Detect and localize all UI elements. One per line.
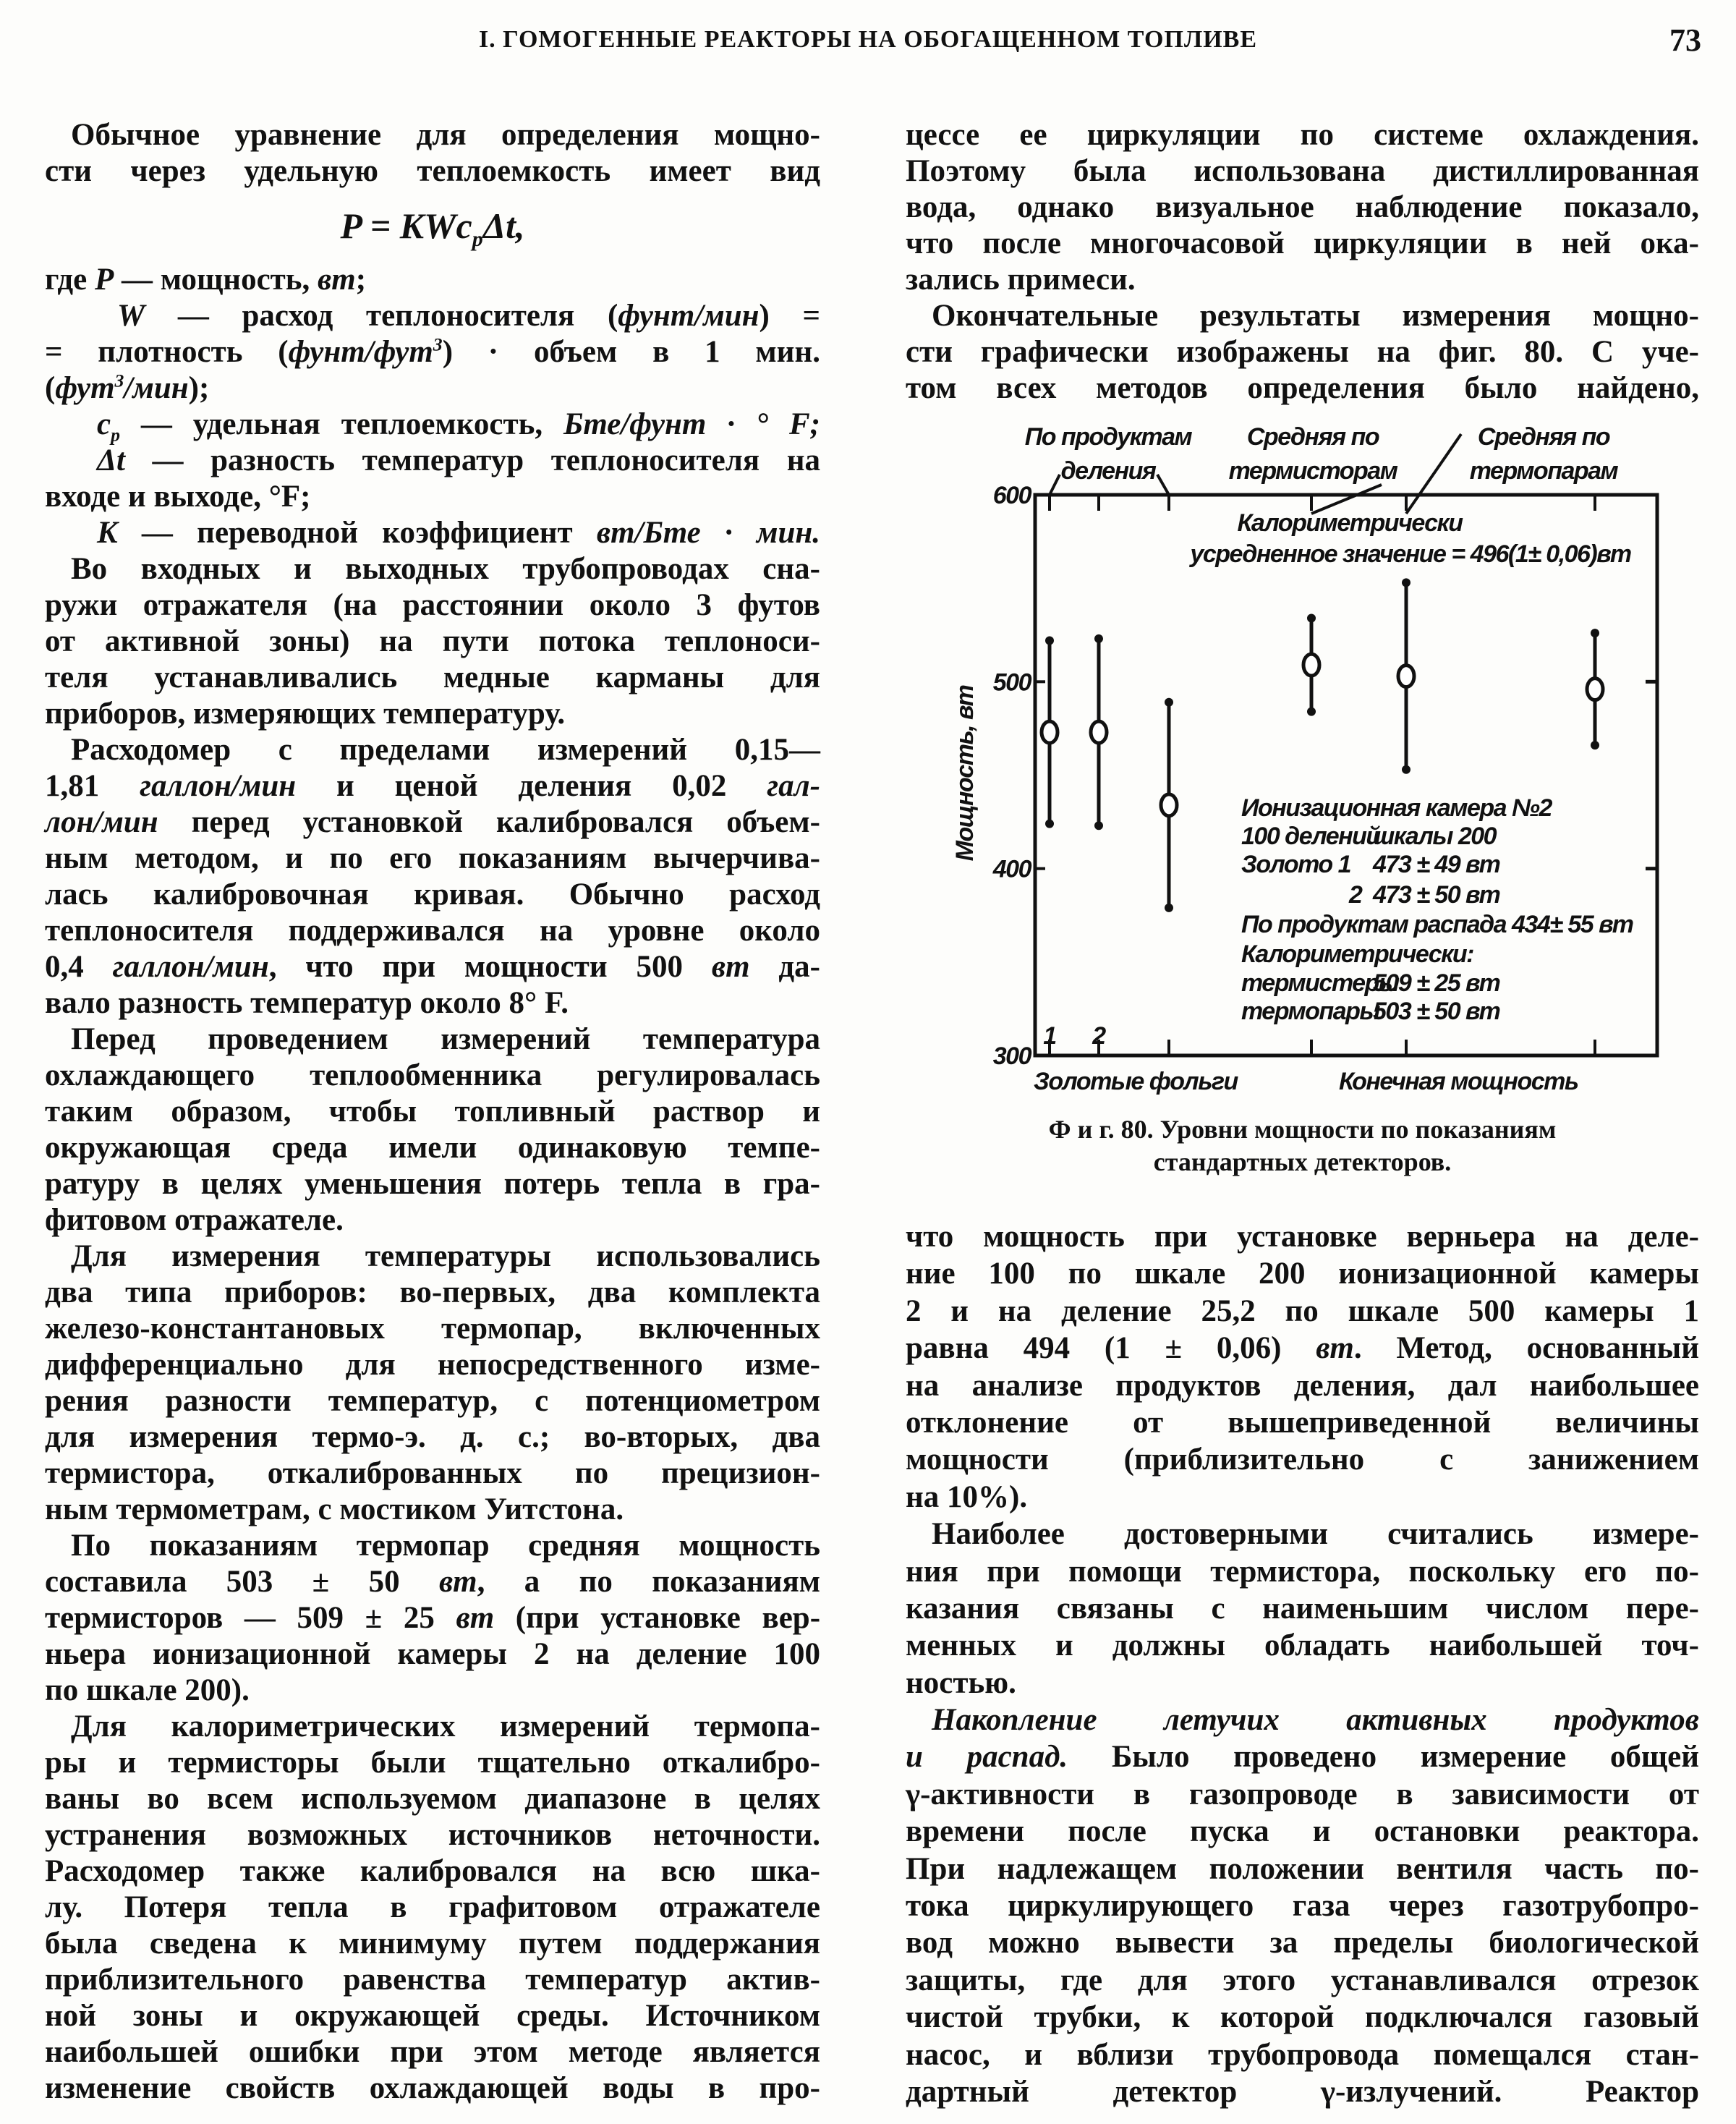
leader-line-fission-right xyxy=(1157,475,1169,495)
text-line xyxy=(45,1781,820,1817)
text-line xyxy=(45,949,820,985)
text-span: термистора, откалиброванных по прецизион- xyxy=(45,1456,820,1490)
text-span: ньера ионизационной камеры 2 на деление 100 xyxy=(45,1637,820,1671)
text-span: P = KWc xyxy=(340,205,472,246)
text-span: менных и должны обладать наибольшей точ- xyxy=(906,1628,1699,1663)
text-line xyxy=(45,1166,820,1202)
error-cap-bottom xyxy=(1307,708,1316,716)
text-span: ры и термисторы были тщательно откалибро- xyxy=(45,1746,820,1780)
text-line xyxy=(906,1665,1699,1702)
text-line xyxy=(45,407,821,446)
text-line xyxy=(906,1924,1699,1961)
text-span: Обычное уравнение для определения мощно- xyxy=(71,118,820,152)
text-span: по шкале 200). xyxy=(45,1673,250,1707)
text-line xyxy=(906,1516,1699,1552)
text-span: зались примеси. xyxy=(906,263,1136,297)
text-span: ния при помощи термистора, поскольку его по- xyxy=(906,1554,1699,1589)
text-span: Расходомер также калибровался на всю шка- xyxy=(45,1854,820,1888)
text-line xyxy=(45,1492,820,1528)
text-line xyxy=(45,262,820,298)
text-line xyxy=(45,298,820,334)
text-line xyxy=(45,479,820,515)
text-span: дартный детектор γ-излучений. Реактор xyxy=(906,2074,1699,2109)
legend-entry-value: 509 ± 25 вт xyxy=(1373,969,1500,997)
text-span: отклонение от вышеприведенной величины xyxy=(906,1405,1699,1440)
text-span: p xyxy=(111,424,120,446)
text-line xyxy=(45,660,820,696)
text-span: входе и выходе, °F; xyxy=(45,480,311,514)
text-line xyxy=(45,1998,820,2034)
data-point xyxy=(1161,794,1177,816)
text-span: защиты, где для этого устанавливался отрезок xyxy=(906,1963,1699,1997)
text-line xyxy=(45,334,820,370)
text-span: вт/Бте · мин. xyxy=(596,516,820,550)
y-tick-label: 600 xyxy=(992,482,1031,509)
top-label-thermistor-1: Средняя по xyxy=(1246,423,1379,451)
text-line xyxy=(906,1776,1699,1813)
error-cap-top xyxy=(1591,629,1599,637)
right-column-text-top xyxy=(906,117,1699,407)
text-span: гал- xyxy=(767,769,820,803)
text-line xyxy=(45,768,820,804)
legend-entry-value: 503 ± 50 вт xyxy=(1373,998,1500,1025)
chart-legend xyxy=(1241,794,1633,1025)
text-span: p xyxy=(472,227,483,251)
text-line xyxy=(906,190,1699,226)
text-span: /мин xyxy=(124,371,189,405)
text-span: ) = xyxy=(759,299,820,333)
error-cap-top xyxy=(1307,614,1316,623)
text-line xyxy=(45,1564,820,1600)
text-span: и ценой деления 0,02 xyxy=(296,769,767,803)
top-label-thermocouple-2: термопарам xyxy=(1469,457,1618,485)
text-line xyxy=(45,804,820,841)
text-span: чистой трубки, к которой подключался газовый xyxy=(906,2000,1699,2035)
text-span: По показаниям термопар средняя мощность xyxy=(71,1529,820,1563)
y-axis-label: Мощность, вт xyxy=(951,685,979,862)
text-span: казания связаны с наименьшим числом пере- xyxy=(906,1591,1699,1626)
text-span: сти через удельную теплоемкость имеет вид xyxy=(45,154,820,188)
legend-entry-label: Ионизационная камера №2 xyxy=(1241,794,1552,822)
text-span: Δt xyxy=(97,443,125,477)
legend-entry-label: 100 делений xyxy=(1241,823,1380,850)
text-line xyxy=(906,262,1699,298)
text-line xyxy=(906,1441,1699,1478)
text-line xyxy=(45,1456,820,1492)
text-line xyxy=(45,1275,820,1311)
text-line xyxy=(906,1738,1699,1775)
text-line xyxy=(45,551,820,587)
text-span: что после многочасовой циркуляции в ней ока- xyxy=(906,226,1699,260)
text-line xyxy=(906,117,1699,153)
legend-entry-value: 473 ± 50 вт xyxy=(1373,881,1500,909)
text-span: ; xyxy=(355,263,367,297)
legend-entry-label: Золото 1 xyxy=(1241,851,1350,878)
text-line xyxy=(45,117,820,153)
error-cap-top xyxy=(1094,634,1103,643)
text-line xyxy=(45,1347,820,1383)
text-line xyxy=(45,985,820,1021)
text-span: ным термометрам, с мостиком Уитстона. xyxy=(45,1492,624,1526)
text-span: , а по показаниям xyxy=(477,1565,820,1599)
top-label-fission-2: деления xyxy=(1060,457,1156,485)
text-span: составила 503 ± 50 xyxy=(45,1565,439,1599)
text-span: W xyxy=(117,299,145,333)
error-cap-bottom xyxy=(1402,765,1410,774)
text-line xyxy=(906,1851,1699,1887)
text-span: Во входных и выходных трубопроводах сна- xyxy=(71,552,820,586)
text-span: P xyxy=(94,263,114,297)
text-span: При надлежащем положении вентиля часть по- xyxy=(906,1851,1699,1886)
data-point xyxy=(1587,679,1603,700)
data-point xyxy=(1398,666,1414,687)
text-span: приблизительного равенства температур актив- xyxy=(45,1963,820,1997)
text-span: вт xyxy=(1316,1331,1354,1366)
error-cap-top xyxy=(1402,578,1410,587)
text-span: галлон/мин xyxy=(112,950,269,984)
text-span: времени после пуска и остановки реактора. xyxy=(906,1814,1699,1849)
text-span: насос, и вблизи трубопровода помещался стан- xyxy=(906,2037,1699,2072)
text-line xyxy=(45,696,820,732)
text-span: том всех методов определения было найдено, xyxy=(906,371,1699,405)
text-line xyxy=(906,1627,1699,1664)
text-span: фитовом отражателе. xyxy=(45,1203,344,1237)
text-span: 1,81 xyxy=(45,769,140,803)
text-line xyxy=(906,370,1699,407)
text-line xyxy=(906,1813,1699,1850)
text-line xyxy=(45,1853,820,1890)
text-line xyxy=(45,2034,820,2070)
text-line xyxy=(906,1255,1699,1292)
text-span: ратуру в целях уменьшения потерь тепла в гра- xyxy=(45,1167,820,1201)
text-line xyxy=(45,1021,820,1058)
text-span: — удельная теплоемкость, xyxy=(120,407,564,441)
formula xyxy=(45,190,820,262)
text-span: наибольшей ошибки при этом методе является xyxy=(45,2035,820,2069)
text-line xyxy=(45,1130,820,1166)
text-span: ) · объем в 1 мин. xyxy=(442,335,820,369)
text-span: дифференциально для непосредственного изме- xyxy=(45,1348,820,1382)
text-span: и распад. xyxy=(906,1740,1068,1775)
text-span: γ-активности в газопроводе в зависимости от xyxy=(906,1777,1699,1811)
text-line xyxy=(45,515,820,551)
text-line xyxy=(906,1702,1699,1738)
text-line xyxy=(906,1367,1699,1404)
text-span: окружающая среда имели одинаковую темпе- xyxy=(45,1131,820,1165)
text-span: железо-константановых термопар, включенных xyxy=(45,1312,820,1346)
figure-caption-line-1: Ф и г. 80. Уровни мощности по показаниям xyxy=(1048,1115,1557,1144)
text-span: K xyxy=(97,516,118,550)
text-span: — расход теплоносителя ( xyxy=(145,299,618,333)
data-point xyxy=(1091,721,1107,743)
legend-entry-value: 473 ± 49 вт xyxy=(1373,851,1500,878)
text-span: 0,4 xyxy=(45,950,113,984)
y-tick-label: 500 xyxy=(992,668,1031,697)
text-span: рения разности температур, с потенциометром xyxy=(45,1384,820,1418)
text-line xyxy=(45,1202,820,1239)
text-line xyxy=(906,1218,1699,1255)
text-line xyxy=(906,1590,1699,1627)
text-line xyxy=(906,1479,1699,1516)
text-line xyxy=(906,298,1699,334)
text-span: лон/мин xyxy=(45,805,158,839)
error-cap-bottom xyxy=(1094,821,1103,830)
text-span: ным методом, и по его показаниям вычерчива- xyxy=(45,841,820,875)
text-span: для измерения термо-э. д. с.; во-вторых, два xyxy=(45,1420,820,1454)
error-cap-top xyxy=(1165,698,1173,707)
text-line xyxy=(906,153,1699,190)
text-span: да- xyxy=(749,950,820,984)
text-span: Наиболее достоверными считались измере- xyxy=(932,1517,1699,1552)
text-line xyxy=(906,1962,1699,1999)
text-span: 3 xyxy=(433,334,443,355)
left-column-text xyxy=(45,117,820,2107)
text-line xyxy=(906,1887,1699,1924)
text-line xyxy=(45,841,820,877)
data-point xyxy=(1303,654,1319,676)
text-span: Окончательные результаты измерения мощно- xyxy=(932,299,1699,333)
text-line xyxy=(45,732,820,768)
leader-line-thermocouple xyxy=(1406,434,1461,514)
text-span: Расходомер с пределами измерений 0,15— xyxy=(71,733,820,767)
text-span: таким образом, чтобы топливный раствор и xyxy=(45,1095,820,1129)
annotation-line-2: усредненное значение = 496(1± 0,06)вт xyxy=(1190,540,1631,568)
top-label-thermocouple-1: Средняя по xyxy=(1477,423,1610,451)
text-line xyxy=(45,1600,820,1636)
legend-entry-label: 2 xyxy=(1349,881,1362,909)
text-line xyxy=(45,1890,820,1926)
text-span: Бте/фунт · ° F; xyxy=(563,407,821,441)
text-span: приборов, измеряющих температуру. xyxy=(45,697,566,731)
text-span: Δt, xyxy=(482,205,525,246)
text-span: устранения возможных источников неточности. xyxy=(45,1818,820,1852)
text-span: цессе ее циркуляции по системе охлаждения. xyxy=(906,118,1699,152)
text-span: на 10%). xyxy=(906,1479,1028,1514)
point-number-label: 2 xyxy=(1092,1022,1105,1050)
text-span: теплоносителя поддерживался на уровне около xyxy=(45,914,820,948)
text-span: вод можно вывести за пределы биологической xyxy=(906,1926,1699,1961)
text-span: мощности (приблизительно с занижением xyxy=(906,1443,1699,1477)
text-line xyxy=(45,1239,820,1275)
text-span: вало разность температур около 8° F. xyxy=(45,986,569,1020)
text-line xyxy=(45,1926,820,1962)
text-span: Для измерения температуры использовались xyxy=(71,1239,820,1273)
text-line xyxy=(45,1709,820,1745)
text-span: — разность температур теплоносителя на xyxy=(124,443,820,477)
text-span: ние 100 по шкале 200 ионизационной камеры xyxy=(906,1257,1699,1291)
text-span: ); xyxy=(188,371,210,405)
top-label-fission-1: По продуктам xyxy=(1024,423,1192,451)
text-span: вт xyxy=(456,1601,495,1635)
text-span: два типа приборов: во-первых, два комплекта xyxy=(45,1275,820,1309)
right-column-text-bottom xyxy=(906,1218,1699,2110)
text-span: c xyxy=(97,407,111,441)
text-line xyxy=(906,1293,1699,1330)
text-span: (при установке вер- xyxy=(494,1601,821,1635)
bottom-label-gold-foils: Золотые фольги xyxy=(1034,1068,1238,1095)
legend-entry-label: термопары xyxy=(1241,998,1379,1025)
text-span: . Метод, основанный xyxy=(1353,1331,1699,1366)
legend-entry-label: термистеры xyxy=(1241,969,1399,997)
text-line xyxy=(45,370,820,407)
text-span: фут xyxy=(55,371,115,405)
text-span: вода, однако визуальное наблюдение показало, xyxy=(906,190,1699,224)
legend-entry-label: Калориметрически: xyxy=(1241,940,1473,968)
text-line xyxy=(45,1962,820,1998)
y-tick-label: 300 xyxy=(992,1042,1031,1070)
text-span: Перед проведением измерений температура xyxy=(71,1022,820,1056)
text-span: фунт/мин xyxy=(618,299,760,333)
text-span: перед установкой калибровался объем- xyxy=(158,805,820,839)
figure-caption-line-2: стандартных детекторов. xyxy=(1153,1147,1452,1176)
text-line xyxy=(906,2036,1699,2073)
text-line xyxy=(45,443,820,479)
error-cap-top xyxy=(1045,637,1054,645)
text-line xyxy=(45,1094,820,1130)
text-line xyxy=(45,1636,820,1673)
annotation-line-1: Калориметрически xyxy=(1237,509,1463,537)
text-span: вт xyxy=(318,263,356,297)
text-line xyxy=(45,1058,820,1094)
text-line xyxy=(906,1330,1699,1367)
text-span: Было проведено измерение общей xyxy=(1068,1740,1699,1775)
text-line xyxy=(906,2073,1699,2110)
page-number: 73 xyxy=(1669,22,1701,58)
text-span: — мощность, xyxy=(114,263,318,297)
text-line xyxy=(906,1404,1699,1441)
text-span: была сведена к минимуму путем поддержания xyxy=(45,1927,820,1961)
text-span: охлаждающего теплообменника регулировалась xyxy=(45,1058,820,1092)
text-span: тока циркулирующего газа через газотрубопро- xyxy=(906,1889,1699,1924)
error-cap-bottom xyxy=(1045,820,1054,828)
text-span: лу. Потеря тепла в графитовом отражателе xyxy=(45,1890,820,1924)
text-span: фунт/фут xyxy=(288,335,433,369)
text-span: — переводной коэффициент xyxy=(117,516,597,550)
y-tick-label: 400 xyxy=(992,855,1031,883)
text-span: Накопление летучих активных продуктов xyxy=(932,1703,1699,1738)
text-span: Поэтому была использована дистиллированная xyxy=(906,154,1699,188)
text-span: галлон/мин xyxy=(140,769,297,803)
text-span: = плотность ( xyxy=(45,335,289,369)
text-line xyxy=(45,1528,820,1564)
legend-entry-label: По продуктам распада 434± 55 вт xyxy=(1241,911,1633,938)
text-span: , что при мощности 500 xyxy=(268,950,712,984)
text-span: на анализе продуктов деления, дал наибольшее xyxy=(906,1368,1699,1403)
text-span: Для калориметрических измерений термопа- xyxy=(71,1709,820,1743)
text-span: ваны во всем используемом диапазоне в целях xyxy=(45,1782,820,1816)
text-line xyxy=(45,1745,820,1781)
text-line xyxy=(45,1419,820,1456)
text-span: 2 и на деление 25,2 по шкале 500 камеры 1 xyxy=(906,1293,1699,1328)
text-span: ностью. xyxy=(906,1665,1016,1700)
error-cap-bottom xyxy=(1165,904,1173,912)
text-line xyxy=(45,1311,820,1347)
text-line xyxy=(45,877,820,913)
text-line xyxy=(45,1383,820,1419)
text-span: где xyxy=(45,263,95,297)
legend-entry-value: шкалы 200 xyxy=(1373,823,1497,850)
text-line xyxy=(906,226,1699,262)
text-span: изменение свойств охлаждающей воды в про- xyxy=(45,2071,820,2105)
text-line xyxy=(906,1999,1699,2036)
top-label-thermistor-2: термисторам xyxy=(1228,457,1397,485)
text-span: что мощность при установке верньера на деле- xyxy=(906,1220,1699,1254)
running-header: I. ГОМОГЕННЫЕ РЕАКТОРЫ НА ОБОГАЩЕННОМ ТОПЛИВЕ xyxy=(478,26,1258,53)
point-number-label: 1 xyxy=(1043,1022,1056,1050)
text-line xyxy=(906,1553,1699,1590)
text-span: лась калибровочная кривая. Обычно расход xyxy=(45,878,820,912)
leader-line-fission-left xyxy=(1050,475,1060,495)
bottom-label-final-power: Конечная мощность xyxy=(1339,1068,1578,1095)
text-span: ной зоны и окружающей среды. Источником xyxy=(45,1999,820,2033)
text-span: сти графически изображены на фиг. 80. С уче- xyxy=(906,335,1699,369)
text-line xyxy=(45,587,820,624)
text-line xyxy=(45,624,820,660)
text-span: 3 xyxy=(114,370,124,391)
text-span: вт xyxy=(711,950,750,984)
text-span: ( xyxy=(45,371,56,405)
text-span: равна 494 (1 ± 0,06) xyxy=(906,1331,1316,1366)
error-cap-bottom xyxy=(1591,741,1599,749)
text-line xyxy=(45,153,820,190)
text-line xyxy=(45,2070,820,2107)
text-span: термисторов — 509 ± 25 xyxy=(45,1601,456,1635)
text-span: ружи отражателя (на расстоянии около 3 футов xyxy=(45,588,820,622)
text-line xyxy=(45,913,820,949)
text-line xyxy=(45,1673,820,1709)
text-span: теля устанавливались медные карманы для xyxy=(45,660,820,694)
text-span: вт xyxy=(438,1565,477,1599)
text-line xyxy=(45,1817,820,1853)
data-point xyxy=(1042,721,1058,743)
figure-80-chart xyxy=(940,405,1707,1129)
text-line xyxy=(906,334,1699,370)
text-span: от активной зоны) на пути потока теплоноси- xyxy=(45,624,820,658)
